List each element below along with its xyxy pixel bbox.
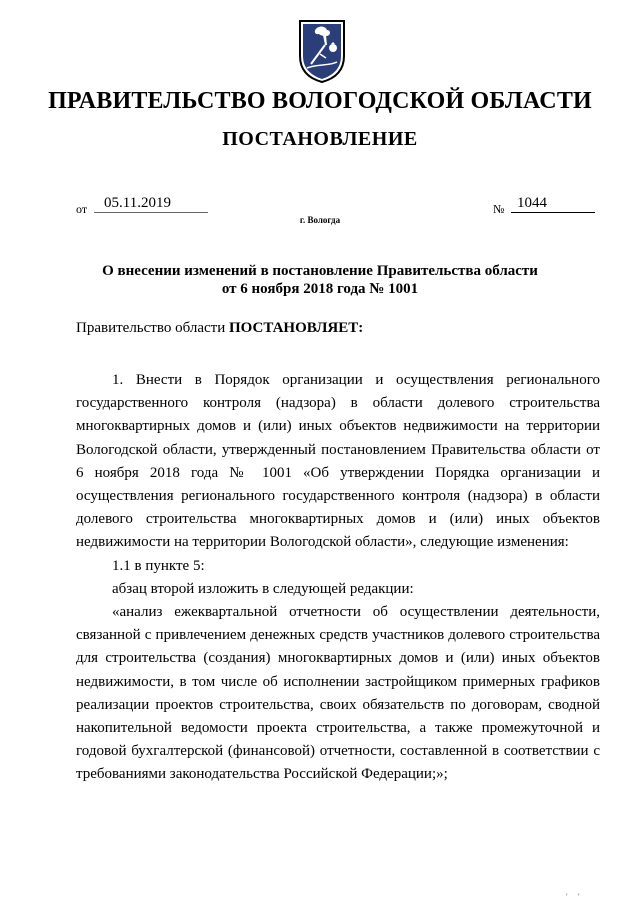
decree-body xyxy=(76,369,600,787)
decree-date: 05.11.2019 xyxy=(94,194,208,213)
subject-line-2: от 6 ноября 2018 года № 1001 xyxy=(221,281,419,297)
paragraph-amendment-text: «анализ ежеквартальной отчетности об осуществлении деятельности, связанной с привлечением денежных средств участников долевого строительства для строительства (создания) многоквартирных домов и (или) иных объектов недвижимости, в том числе об исполнении застройщиком примерных графиков реализации проектов строительства, своих обязательств по договорам, сводной накопительной ведомости проекта строительства, а также промежуточной и годовой бухгалтерской (финансовой) отчетности, составленной в соответствии с требованиями законодательства Российской Федерации;»; xyxy=(76,604,600,783)
number-label: № xyxy=(493,202,505,216)
decree-number: 1044 xyxy=(511,194,595,213)
government-name: ПРАВИТЕЛЬСТВО ВОЛОГОДСКОЙ ОБЛАСТИ xyxy=(48,88,592,114)
document-type-title: ПОСТАНОВЛЕНИЕ xyxy=(222,128,418,150)
preamble-resolves: ПОСТАНОВЛЯЕТ: xyxy=(228,320,364,336)
paragraph-1-1: 1.1 в пункте 5: xyxy=(112,557,205,574)
preamble-text: Правительство области xyxy=(76,320,229,336)
coat-of-arms-icon xyxy=(297,18,347,84)
preamble xyxy=(76,320,363,337)
decree-subject xyxy=(0,262,640,298)
paragraph-amendment-intro: абзац второй изложить в следующей редакции: xyxy=(112,580,414,597)
paragraph-1: 1. Внести в Порядок организации и осуществления регионального государственного контроля (надзора) в области долевого строительства многоквартирных домов и (или) иных объектов недвижимости на территории Вологодской области, утвержденный постановлением Правительства области от 6 ноября 2018 года № 1001 «Об утверждении Порядка организации и осуществления регионального государственного контроля (надзора) в области долевого строительства многоквартирных домов и (или) иных объектов недвижимости на территории Вологодской области», следующие изменения: xyxy=(76,372,600,551)
city-name: г. Вологда xyxy=(299,215,341,225)
date-label: от xyxy=(76,202,88,216)
page-corner-mark: ' ' xyxy=(566,892,584,902)
subject-line-1: О внесении изменений в постановление Правительства области xyxy=(102,263,538,279)
